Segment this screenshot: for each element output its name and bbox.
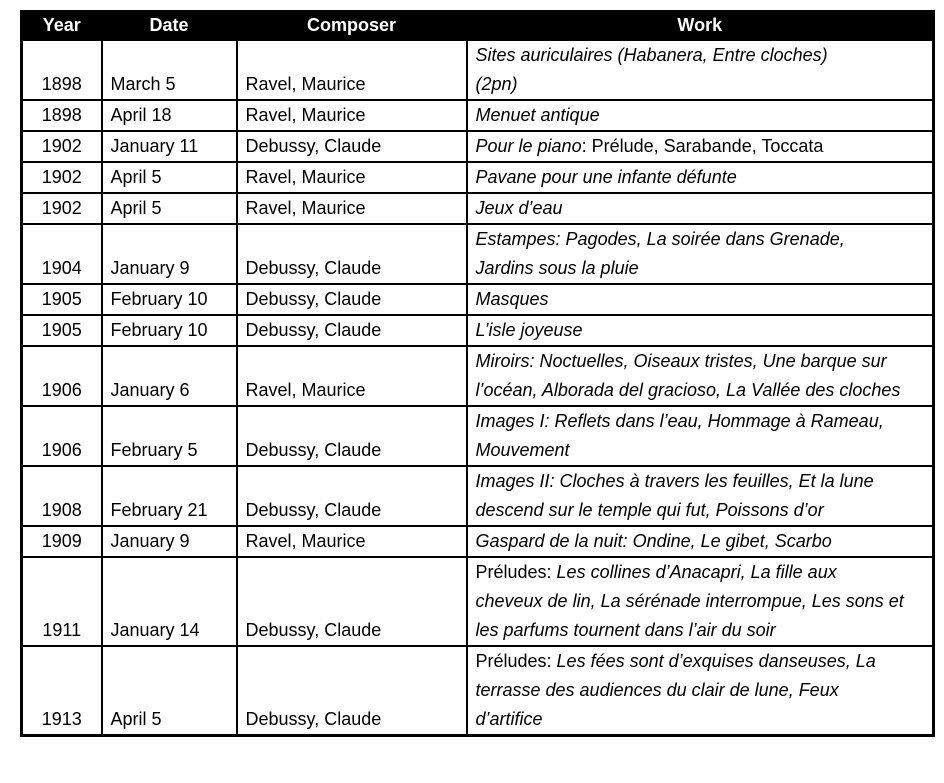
composer-cell: Ravel, Maurice bbox=[237, 100, 467, 131]
table-row bbox=[22, 40, 934, 100]
date-cell: April 5 bbox=[102, 162, 237, 193]
composer-cell: Debussy, Claude bbox=[237, 406, 467, 466]
date-cell: March 5 bbox=[102, 40, 237, 100]
header-year: Year bbox=[22, 12, 102, 40]
work-cell bbox=[467, 224, 934, 284]
work-cell bbox=[467, 131, 934, 162]
table-row bbox=[22, 193, 934, 224]
year-cell: 1913 bbox=[22, 646, 102, 736]
year-cell: 1909 bbox=[22, 526, 102, 557]
work-cell bbox=[467, 406, 934, 466]
work-cell bbox=[467, 346, 934, 406]
composer-cell: Debussy, Claude bbox=[237, 315, 467, 346]
table-row bbox=[22, 557, 934, 646]
table-row bbox=[22, 224, 934, 284]
work-cell bbox=[467, 557, 934, 646]
work-cell bbox=[467, 315, 934, 346]
work-title-italic: Images I: Reflets dans l’eau, Hommage à Rameau, Mouvement bbox=[475, 410, 884, 460]
table-row bbox=[22, 466, 934, 526]
year-cell: 1904 bbox=[22, 224, 102, 284]
date-cell: April 5 bbox=[102, 646, 237, 736]
work-cell bbox=[467, 526, 934, 557]
work-title-italic: Images II: Cloches à travers les feuilles, Et la lune descend sur le temple qui fut, Poissons d’or bbox=[475, 470, 874, 520]
work-cell bbox=[467, 646, 934, 736]
composer-cell: Ravel, Maurice bbox=[237, 526, 467, 557]
date-cell: January 6 bbox=[102, 346, 237, 406]
composer-cell: Debussy, Claude bbox=[237, 557, 467, 646]
date-cell: January 11 bbox=[102, 131, 237, 162]
year-cell: 1905 bbox=[22, 315, 102, 346]
year-cell: 1902 bbox=[22, 131, 102, 162]
table-row bbox=[22, 526, 934, 557]
work-cell bbox=[467, 466, 934, 526]
work-title-italic: Miroirs: Noctuelles, Oiseaux tristes, Une barque sur l’océan, Alborada del gracioso, La Vallée des cloches bbox=[475, 350, 901, 400]
year-cell: 1898 bbox=[22, 100, 102, 131]
header-date: Date bbox=[102, 12, 237, 40]
table-row bbox=[22, 406, 934, 466]
work-text: Préludes: bbox=[475, 650, 557, 671]
work-cell bbox=[467, 40, 934, 100]
table-row bbox=[22, 315, 934, 346]
date-cell: January 9 bbox=[102, 526, 237, 557]
work-cell bbox=[467, 284, 934, 315]
year-cell: 1906 bbox=[22, 346, 102, 406]
table-row bbox=[22, 646, 934, 736]
composer-cell: Debussy, Claude bbox=[237, 224, 467, 284]
composer-cell: Debussy, Claude bbox=[237, 646, 467, 736]
date-cell: February 21 bbox=[102, 466, 237, 526]
header-composer: Composer bbox=[237, 12, 467, 40]
year-cell: 1902 bbox=[22, 193, 102, 224]
work-title-italic: Les fées sont d’exquises danseuses, La terrasse des audiences du clair de lune, Feux d’artifice bbox=[475, 650, 876, 729]
work-text: Préludes: bbox=[475, 561, 557, 582]
work-title-italic: Estampes: Pagodes, La soirée dans Grenade, Jardins sous la pluie bbox=[475, 228, 845, 278]
work-title-italic: Pavane pour une infante défunte bbox=[475, 166, 737, 187]
work-title-italic: Les collines d’Anacapri, La fille aux cheveux de lin, La sérénade interrompue, Les sons et les parfums tournent dans l’air du soir bbox=[475, 561, 904, 640]
work-text: : Prélude, Sarabande, Toccata bbox=[581, 135, 824, 156]
work-title-italic: Pour le piano bbox=[475, 135, 582, 156]
year-cell: 1908 bbox=[22, 466, 102, 526]
year-cell: 1905 bbox=[22, 284, 102, 315]
date-cell: February 5 bbox=[102, 406, 237, 466]
year-cell: 1906 bbox=[22, 406, 102, 466]
composer-cell: Debussy, Claude bbox=[237, 284, 467, 315]
date-cell: April 5 bbox=[102, 193, 237, 224]
table-row bbox=[22, 284, 934, 315]
date-cell: April 18 bbox=[102, 100, 237, 131]
work-cell bbox=[467, 100, 934, 131]
composer-cell: Debussy, Claude bbox=[237, 466, 467, 526]
composer-cell: Ravel, Maurice bbox=[237, 193, 467, 224]
premieres-table bbox=[20, 10, 935, 737]
work-title-italic: Masques bbox=[475, 288, 549, 309]
year-cell: 1902 bbox=[22, 162, 102, 193]
header-row bbox=[22, 12, 934, 40]
table-row bbox=[22, 346, 934, 406]
work-title-italic: L’isle joyeuse bbox=[475, 319, 583, 340]
year-cell: 1898 bbox=[22, 40, 102, 100]
table-row bbox=[22, 100, 934, 131]
date-cell: January 14 bbox=[102, 557, 237, 646]
composer-cell: Ravel, Maurice bbox=[237, 162, 467, 193]
table-row bbox=[22, 131, 934, 162]
table-header bbox=[22, 12, 934, 40]
work-cell bbox=[467, 162, 934, 193]
table-body bbox=[22, 40, 934, 736]
date-cell: January 9 bbox=[102, 224, 237, 284]
work-title-italic: Jeux d’eau bbox=[475, 197, 563, 218]
year-cell: 1911 bbox=[22, 557, 102, 646]
composer-cell: Debussy, Claude bbox=[237, 131, 467, 162]
work-title-italic: (2pn) bbox=[475, 73, 518, 94]
work-title-italic: Menuet antique bbox=[475, 104, 600, 125]
work-title-italic: Gaspard de la nuit: Ondine, Le gibet, Scarbo bbox=[475, 530, 832, 551]
composer-cell: Ravel, Maurice bbox=[237, 346, 467, 406]
table-row bbox=[22, 162, 934, 193]
date-cell: February 10 bbox=[102, 315, 237, 346]
composer-cell: Ravel, Maurice bbox=[237, 40, 467, 100]
work-title-italic: Sites auriculaires (Habanera, Entre cloches) bbox=[475, 44, 828, 65]
date-cell: February 10 bbox=[102, 284, 237, 315]
work-cell bbox=[467, 193, 934, 224]
header-work: Work bbox=[467, 12, 934, 40]
